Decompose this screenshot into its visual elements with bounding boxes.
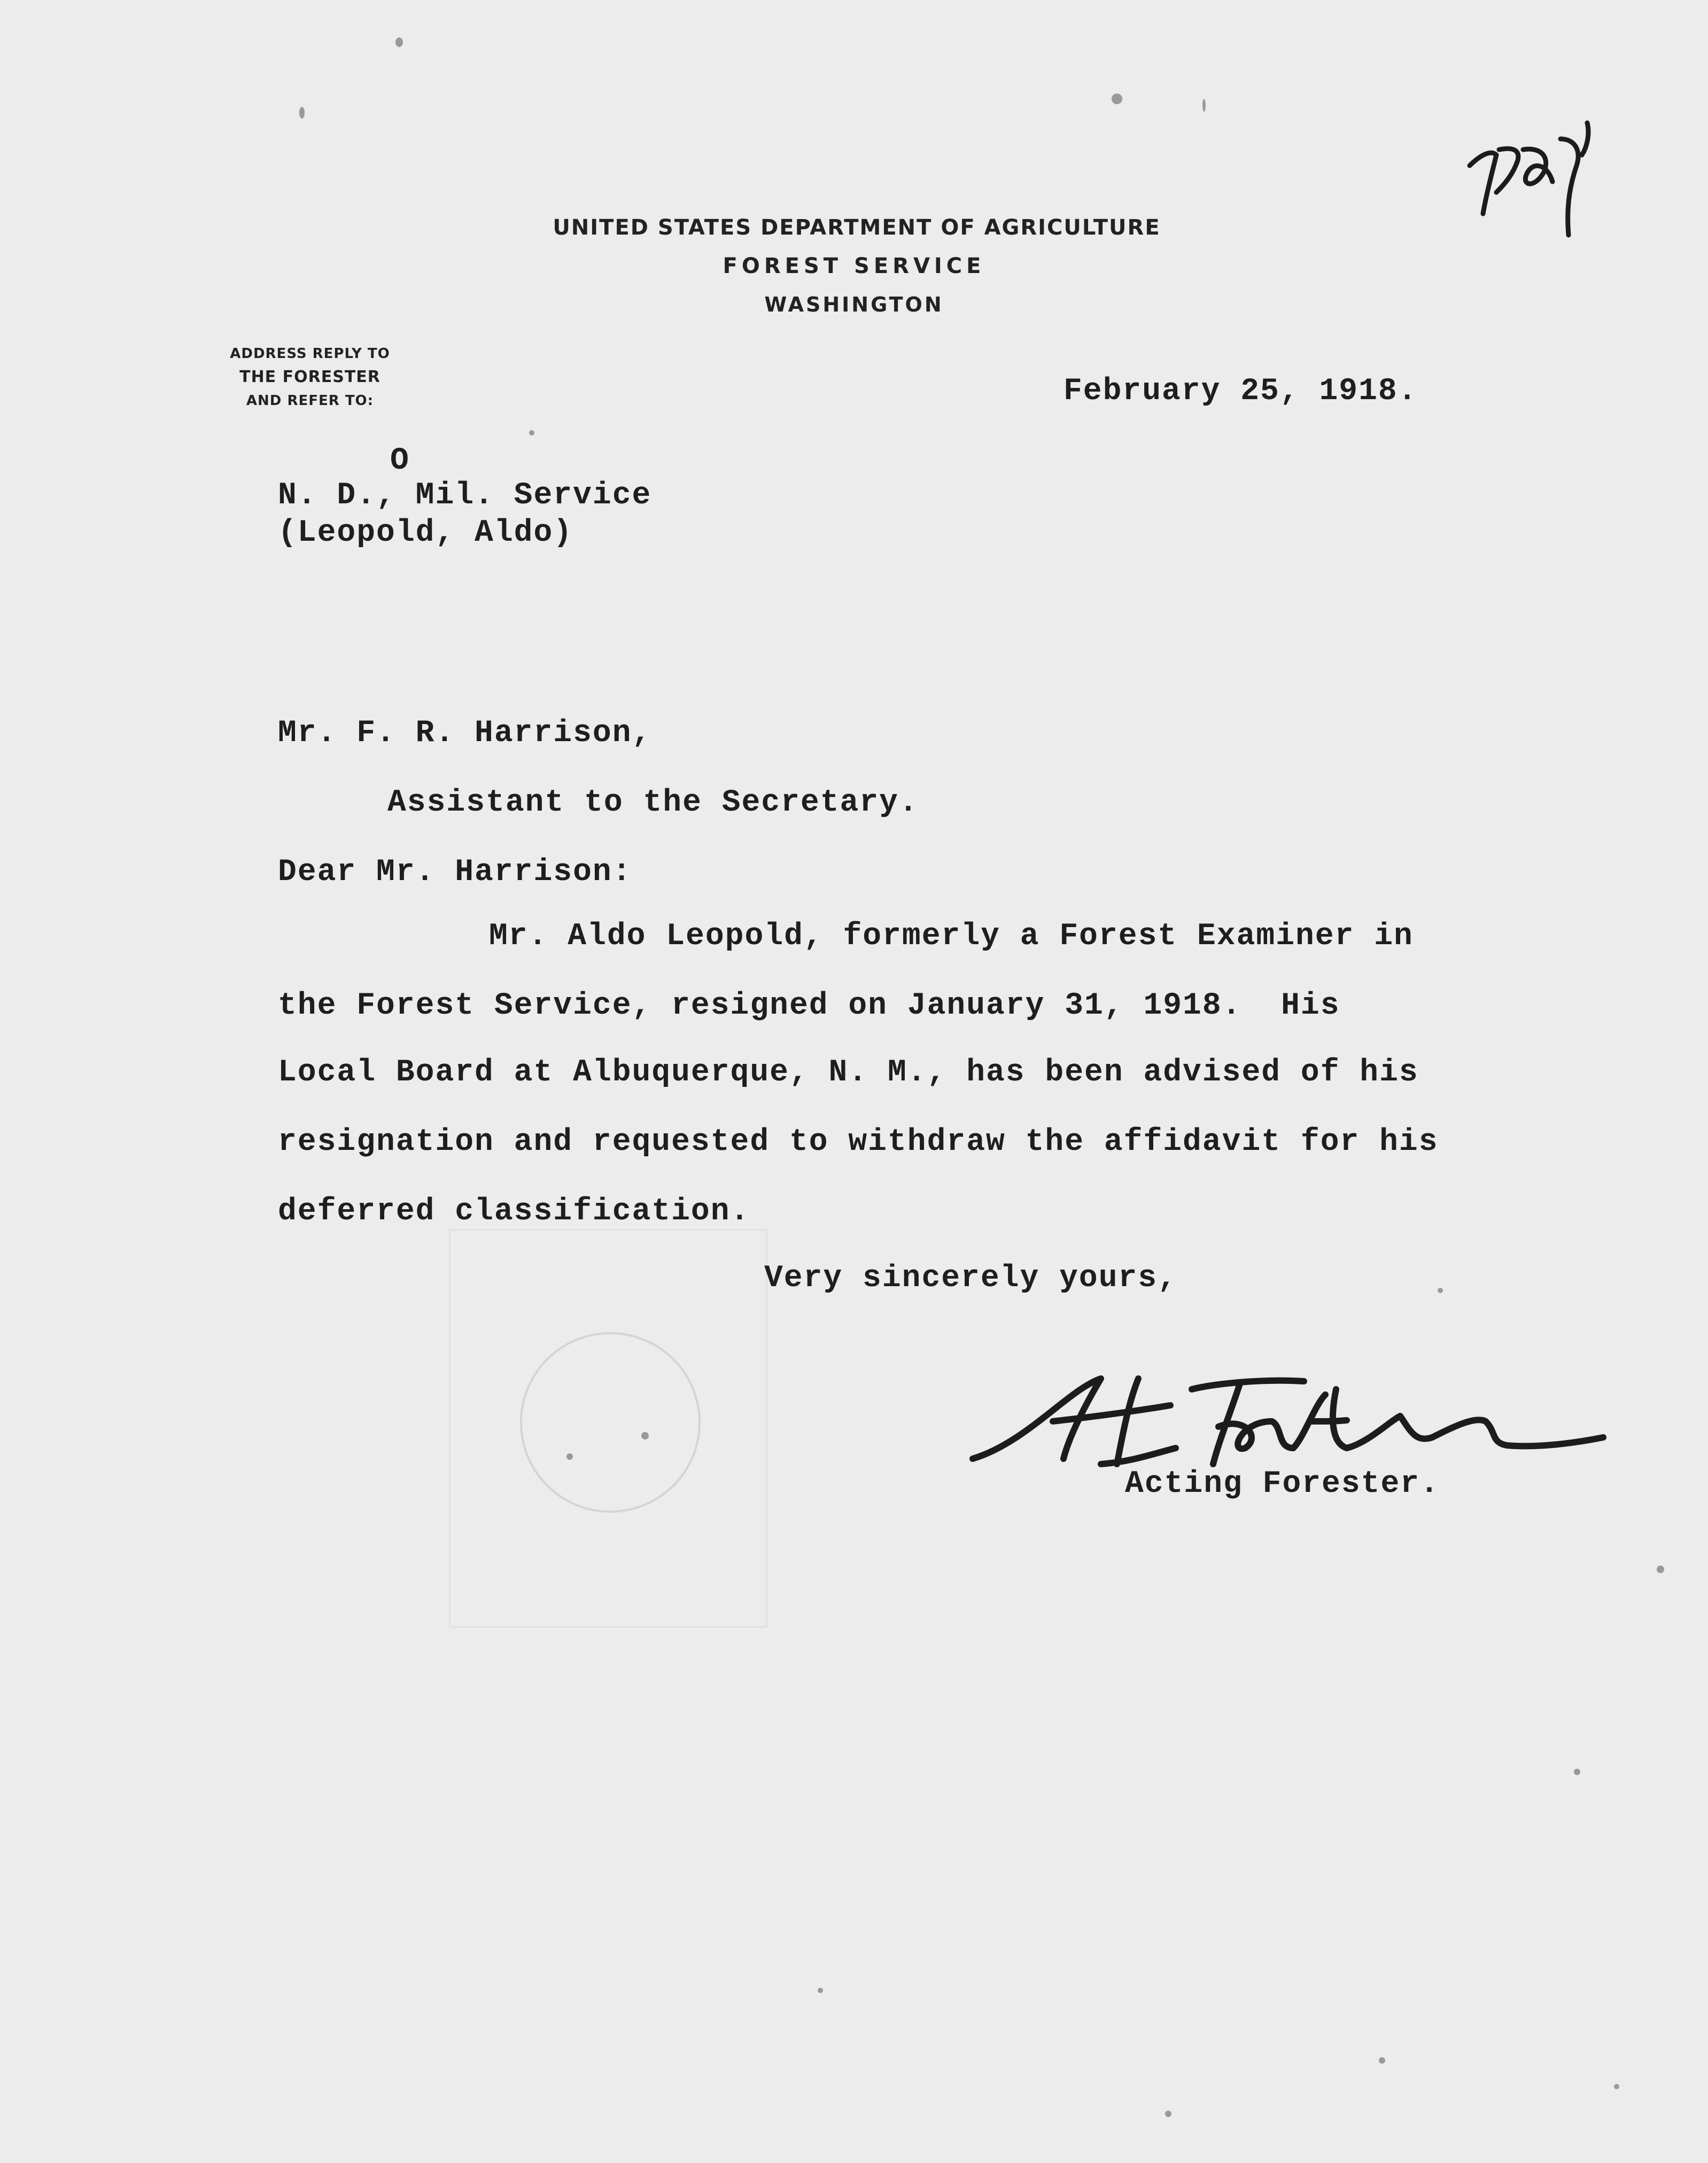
body-line: Local Board at Albuquerque, N. M., has been advised of his	[278, 1055, 1419, 1090]
reference-line-1: N. D., Mil. Service	[278, 478, 652, 513]
reply-line-3: AND REFER TO:	[246, 393, 374, 409]
handwritten-file-number	[1459, 118, 1609, 262]
speck	[1614, 2084, 1619, 2089]
speck	[1438, 1288, 1443, 1293]
received-stamp	[449, 1229, 767, 1628]
speck	[529, 430, 534, 435]
speck	[1112, 94, 1122, 104]
body-line: resignation and requested to withdraw the affidavit for his	[278, 1125, 1439, 1160]
speck	[1574, 1769, 1580, 1775]
letterhead	[0, 208, 1708, 324]
reply-line-1: ADDRESS REPLY TO	[230, 346, 390, 362]
speck	[818, 1988, 823, 1993]
reference-line-2: (Leopold, Aldo)	[278, 516, 573, 550]
body-line: Mr. Aldo Leopold, formerly a Forest Examiner in	[489, 919, 1414, 954]
handwritten-signature	[962, 1357, 1614, 1480]
salutation: Dear Mr. Harrison:	[278, 855, 632, 890]
speck	[299, 107, 305, 119]
addressee-name: Mr. F. R. Harrison,	[278, 716, 652, 751]
letterhead-service: FOREST SERVICE	[723, 254, 985, 278]
letterhead-department: UNITED STATES DEPARTMENT OF AGRICULTURE	[553, 215, 1161, 240]
speck	[1379, 2057, 1385, 2064]
letter-date: February 25, 1918.	[1063, 374, 1418, 409]
speck	[1657, 1566, 1664, 1573]
speck	[395, 37, 403, 47]
closing: Very sincerely yours,	[764, 1261, 1177, 1296]
letterhead-city: WASHINGTON	[764, 293, 944, 316]
addressee-title: Assistant to the Secretary.	[387, 785, 919, 820]
reference-code: O	[390, 444, 410, 478]
stamp-circle	[520, 1332, 701, 1513]
reply-block	[203, 342, 417, 413]
reply-line-2: THE FORESTER	[239, 368, 381, 386]
speck	[1165, 2111, 1171, 2117]
body-line: the Forest Service, resigned on January 31, 1918. His	[278, 989, 1340, 1023]
speck	[1202, 99, 1206, 112]
signature-title: Acting Forester.	[1125, 1467, 1440, 1501]
body-line: deferred classification.	[278, 1194, 750, 1229]
